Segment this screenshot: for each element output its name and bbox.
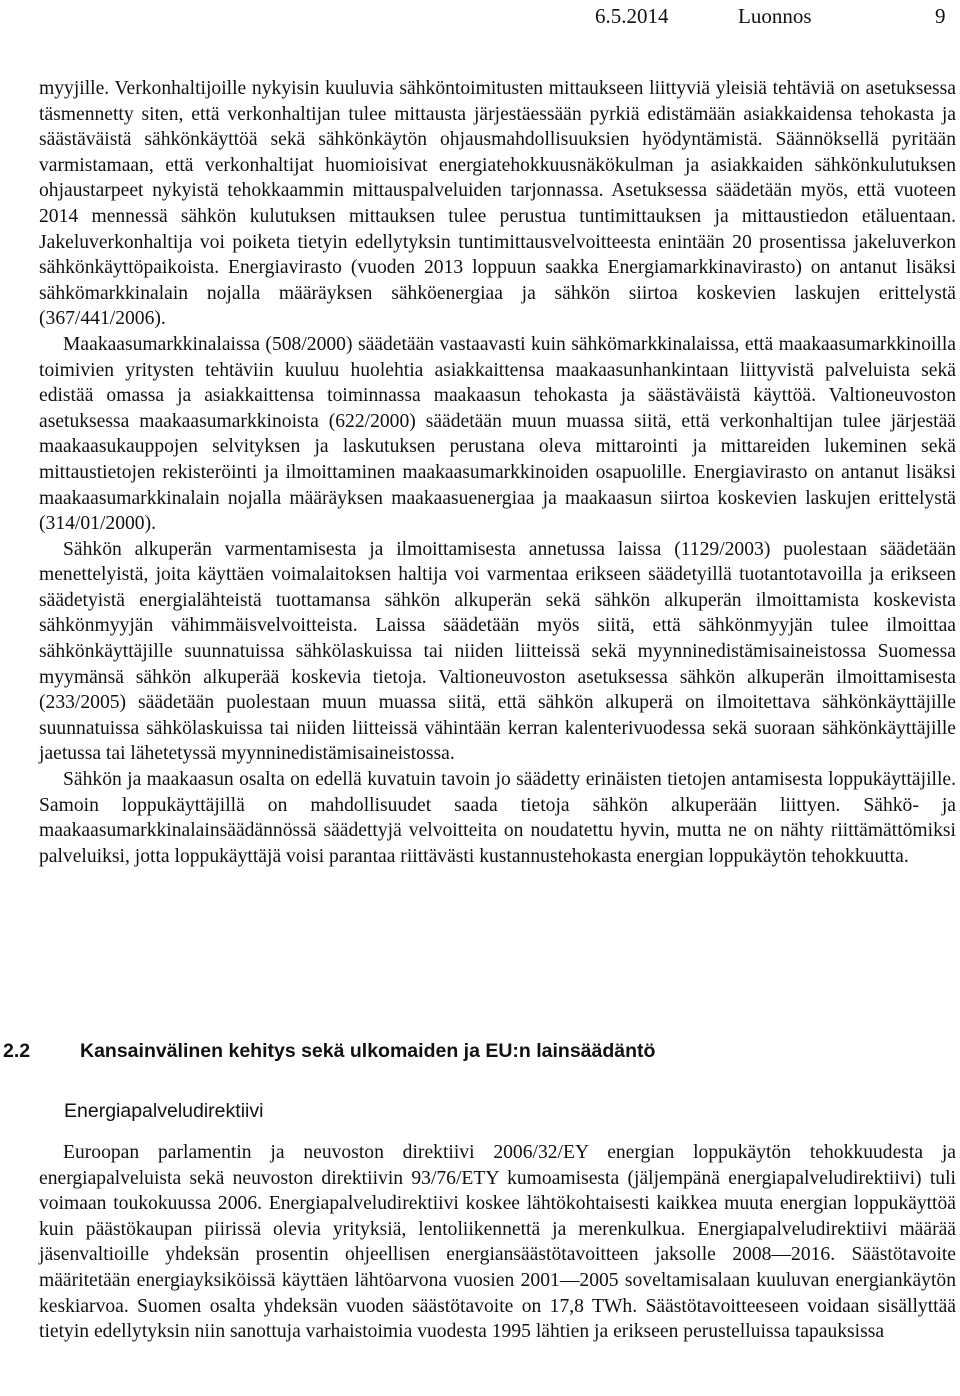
header-date: 6.5.2014	[595, 4, 669, 28]
subsection-heading: Energiapalveludirektiivi	[64, 1100, 264, 1122]
body-text-section	[39, 1140, 956, 1345]
paragraph: Sähkön alkuperän varmentamisesta ja ilmoittamisesta annetussa laissa (1129/2003) puolestaan säädetään menettelyistä, joita käyttäen voimalaitoksen haltija voi varmentaa erikseen säädetyillä tuotantotavoilla ja erikseen säädetyistä energialähteistä tuottamansa sähkön alkuperän sekä sähkön alkuperän ilmoittamista koskevista sähkönmyyjän vähimmäisvelvoitteista. Laissa säädetään myös siitä, että sähkönmyyjän tulee ilmoittaa sähkönkäyttäjille suunnatuissa sähkölaskuissa tai niiden liitteissä sekä myynninedistämisaineistossa Suomessa myymänsä sähkön alkuperää koskevia tietoja. Valtioneuvoston asetuksessa sähkön alkuperän ilmoittamisesta (233/2005) säädetään puolestaan muun muassa siitä, että sähkön alkuperä on ilmoitettava sähkönkäyttäjille suunnatuissa sähkölaskuissa tai niiden liitteissä vähintään kerran kalenterivuodessa sekä suoraan sähkönkäyttäjille jaetussa tai lähetetyssä myynninedistämisaineistossa.	[39, 538, 956, 765]
paragraph: myyjille. Verkonhaltijoille nykyisin kuuluvia sähköntoimitusten mittaukseen liittyviä yleisiä tehtäviä on asetuksessa täsmennetty siten, että verkonhaltijan tulee mittausta järjestäessään pyrkiä edistämään asiakkaidensa tehokasta ja säästäväistä sähkönkäyttöä sekä sähkönkäytön ohjausmahdollisuuksien hyödyntämistä. Säännöksellä pyritään varmistamaan, että verkonhaltijat huomioisivat energiatehokkuusnäkökulman ja asiakkaiden sähkönkulutuksen ohjaustarpeet nykyistä tehokkaammin mittauspalveluiden tarjonnassa. Asetuksessa säädetään myös, että vuoteen 2014 mennessä sähkön kulutuksen mittauksen tulee perustua tuntimittauksen ja mittaustiedon etäluentaan. Jakeluverkonhaltija voi poiketa tietyin edellytyksin tuntimittausvelvoitteesta enintään 20 prosentissa jakeluverkon sähkönkäyttöpaikoista. Energiavirasto (vuoden 2013 loppuun saakka Energiamarkkinavirasto) on antanut lisäksi sähkömarkkinalain nojalla määräyksen sähköenergiaa ja sähkön siirtoa koskevien laskujen erittelystä (367/441/2006).	[39, 78, 956, 330]
section-number: 2.2	[3, 1040, 31, 1062]
header-draft-status: Luonnos	[738, 4, 812, 28]
page-header	[0, 2, 960, 32]
page-number: 9	[935, 4, 946, 28]
paragraph: Maakaasumarkkinalaissa (508/2000) säädetään vastaavasti kuin sähkömarkkinalaissa, että maakaasumarkkinoilla toimivien yritysten tehtäviin kuuluu huolehtia asiakkaittensa maakaasunhankintaan liittyvistä palveluista sekä edistää omassa ja asiakkaittensa toiminnassa maakaasun tehokasta ja säästäväistä käyttöä. Valtioneuvoston asetuksessa maakaasumarkkinoista (622/2000) säädetään muun muassa siitä, että verkonhaltijan tulee järjestää maakaasukauppojen selvityksen ja laskutuksen perustana oleva mittarointi ja mittareiden lukeminen sekä mittaustietojen rekisteröinti ja ilmoittaminen maakaasumarkkinoiden osapuolille. Energiavirasto on antanut lisäksi maakaasumarkkinalain nojalla määräyksen maakaasuenergiaa ja maakaasun siirtoa koskevien laskujen erittelystä (314/01/2000).	[39, 333, 956, 535]
section-title: Kansainvälinen kehitys sekä ulkomaiden ja EU:n lainsäädäntö	[80, 1040, 656, 1062]
body-text	[39, 76, 956, 869]
paragraph: Sähkön ja maakaasun osalta on edellä kuvatuin tavoin jo säädetty erinäisten tietojen antamisesta loppukäyttäjille. Samoin loppukäyttäjillä on mahdollisuudet saada tietoja sähkön alkuperään liittyen. Sähkö- ja maakaasumarkkinalainsäädännössä säädettyjä velvoitteita on noudatettu hyvin, mutta ne on nähty riittämättömiksi palveluiksi, jotta loppukäyttäjä voisi parantaa riittävästi kustannustehokasta energian loppukäytön tehokkuutta.	[39, 769, 956, 867]
paragraph: Euroopan parlamentin ja neuvoston direktiivi 2006/32/EY energian loppukäytön tehokkuudesta ja energiapalveluista sekä neuvoston direktiivin 93/76/ETY kumoamisesta (jäljempänä energiapalveludirektiivi) tuli voimaan toukokuussa 2006. Energiapalveludirektiivi koskee lähtökohtaisesti kaikkea muuta energian loppukäyttöä kuin päästökaupan piirissä olevia yrityksiä, lentoliikennettä ja merenkulkua. Energiapalveludirektiivi määrää jäsenvaltioille yhdeksän prosentin ohjeellisen energiansäästötavoitteen jaksolle 2008—2016. Säästötavoite määritetään energiayksiköissä käyttäen lähtöarvona vuosien 2001—2005 soveltamisalaan kuuluvan energiankäytön keskiarvoa. Suomen osalta yhdeksän vuoden säästötavoite on 17,8 TWh. Säästötavoitteeseen voidaan sisällyttää tietyin edellytyksin niin sanottuja varhaistoimia vuodesta 1995 lähtien ja erikseen perustelluissa tapauksissa	[39, 1142, 956, 1343]
